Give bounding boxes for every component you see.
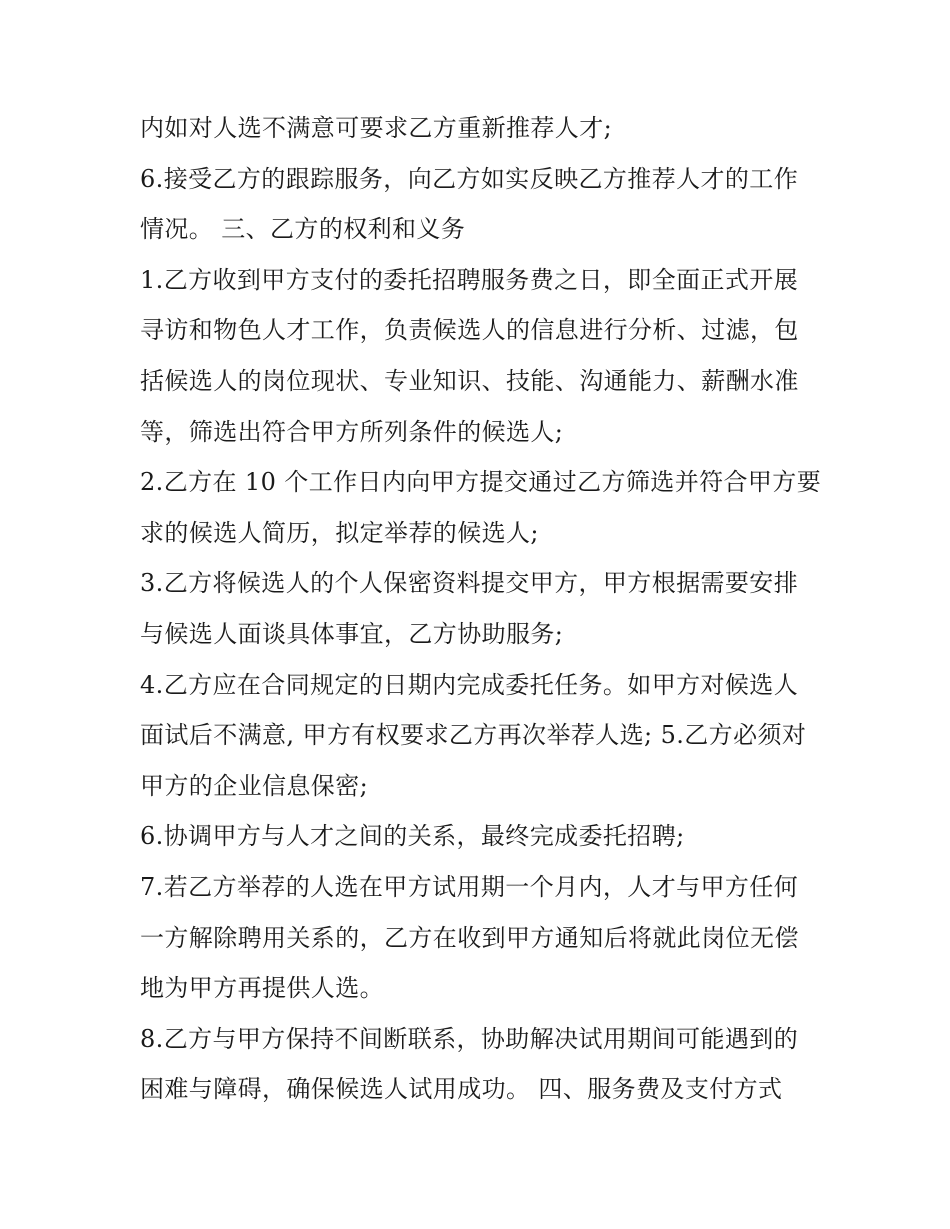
document-body (140, 103, 820, 1115)
text-line: 3.乙方将候选人的个人保密资料提交甲方，甲方根据需要安排 (140, 569, 799, 598)
text-line: 7.若乙方举荐的人选在甲方试用期一个月内，人才与甲方任何 (140, 872, 799, 901)
text-line: 1.乙方收到甲方支付的委托招聘服务费之日，即全面正式开展 (140, 265, 799, 294)
text-line: 面试后不满意, 甲方有权要求乙方再次举荐人选; 5.乙方必须对 (140, 721, 807, 750)
text-line: 情况。 三、乙方的权利和义务 (140, 215, 466, 244)
text-line: 括候选人的岗位现状、专业知识、技能、沟通能力、薪酬水准 (140, 366, 799, 395)
text-line: 2.乙方在 10 个工作日内向甲方提交通过乙方筛选并符合甲方要 (140, 468, 822, 497)
text-line: 甲方的企业信息保密; (140, 771, 369, 800)
text-line: 4.乙方应在合同规定的日期内完成委托任务。如甲方对候选人 (140, 670, 799, 699)
text-line: 一方解除聘用关系的，乙方在收到甲方通知后将就此岗位无偿 (140, 923, 799, 952)
text-line: 8.乙方与甲方保持不间断联系，协助解决试用期间可能遇到的 (140, 1024, 799, 1053)
text-line: 地为甲方再提供人选。 (140, 974, 384, 1003)
text-line: 内如对人选不满意可要求乙方重新推荐人才; (140, 114, 613, 142)
text-line: 6.协调甲方与人才之间的关系，最终完成委托招聘; (140, 822, 685, 851)
text-line: 寻访和物色人才工作，负责候选人的信息进行分析、过滤，包 (140, 316, 799, 345)
text-line: 困难与障碍，确保候选人试用成功。 四、服务费及支付方式 (140, 1075, 783, 1104)
text-line: 等，筛选出符合甲方所列条件的候选人; (140, 417, 564, 446)
text-line: 与候选人面谈具体事宜，乙方协助服务; (140, 619, 564, 648)
text-line: 6.接受乙方的跟踪服务，向乙方如实反映乙方推荐人才的工作 (140, 164, 799, 193)
text-line: 求的候选人简历，拟定举荐的候选人; (140, 518, 539, 547)
